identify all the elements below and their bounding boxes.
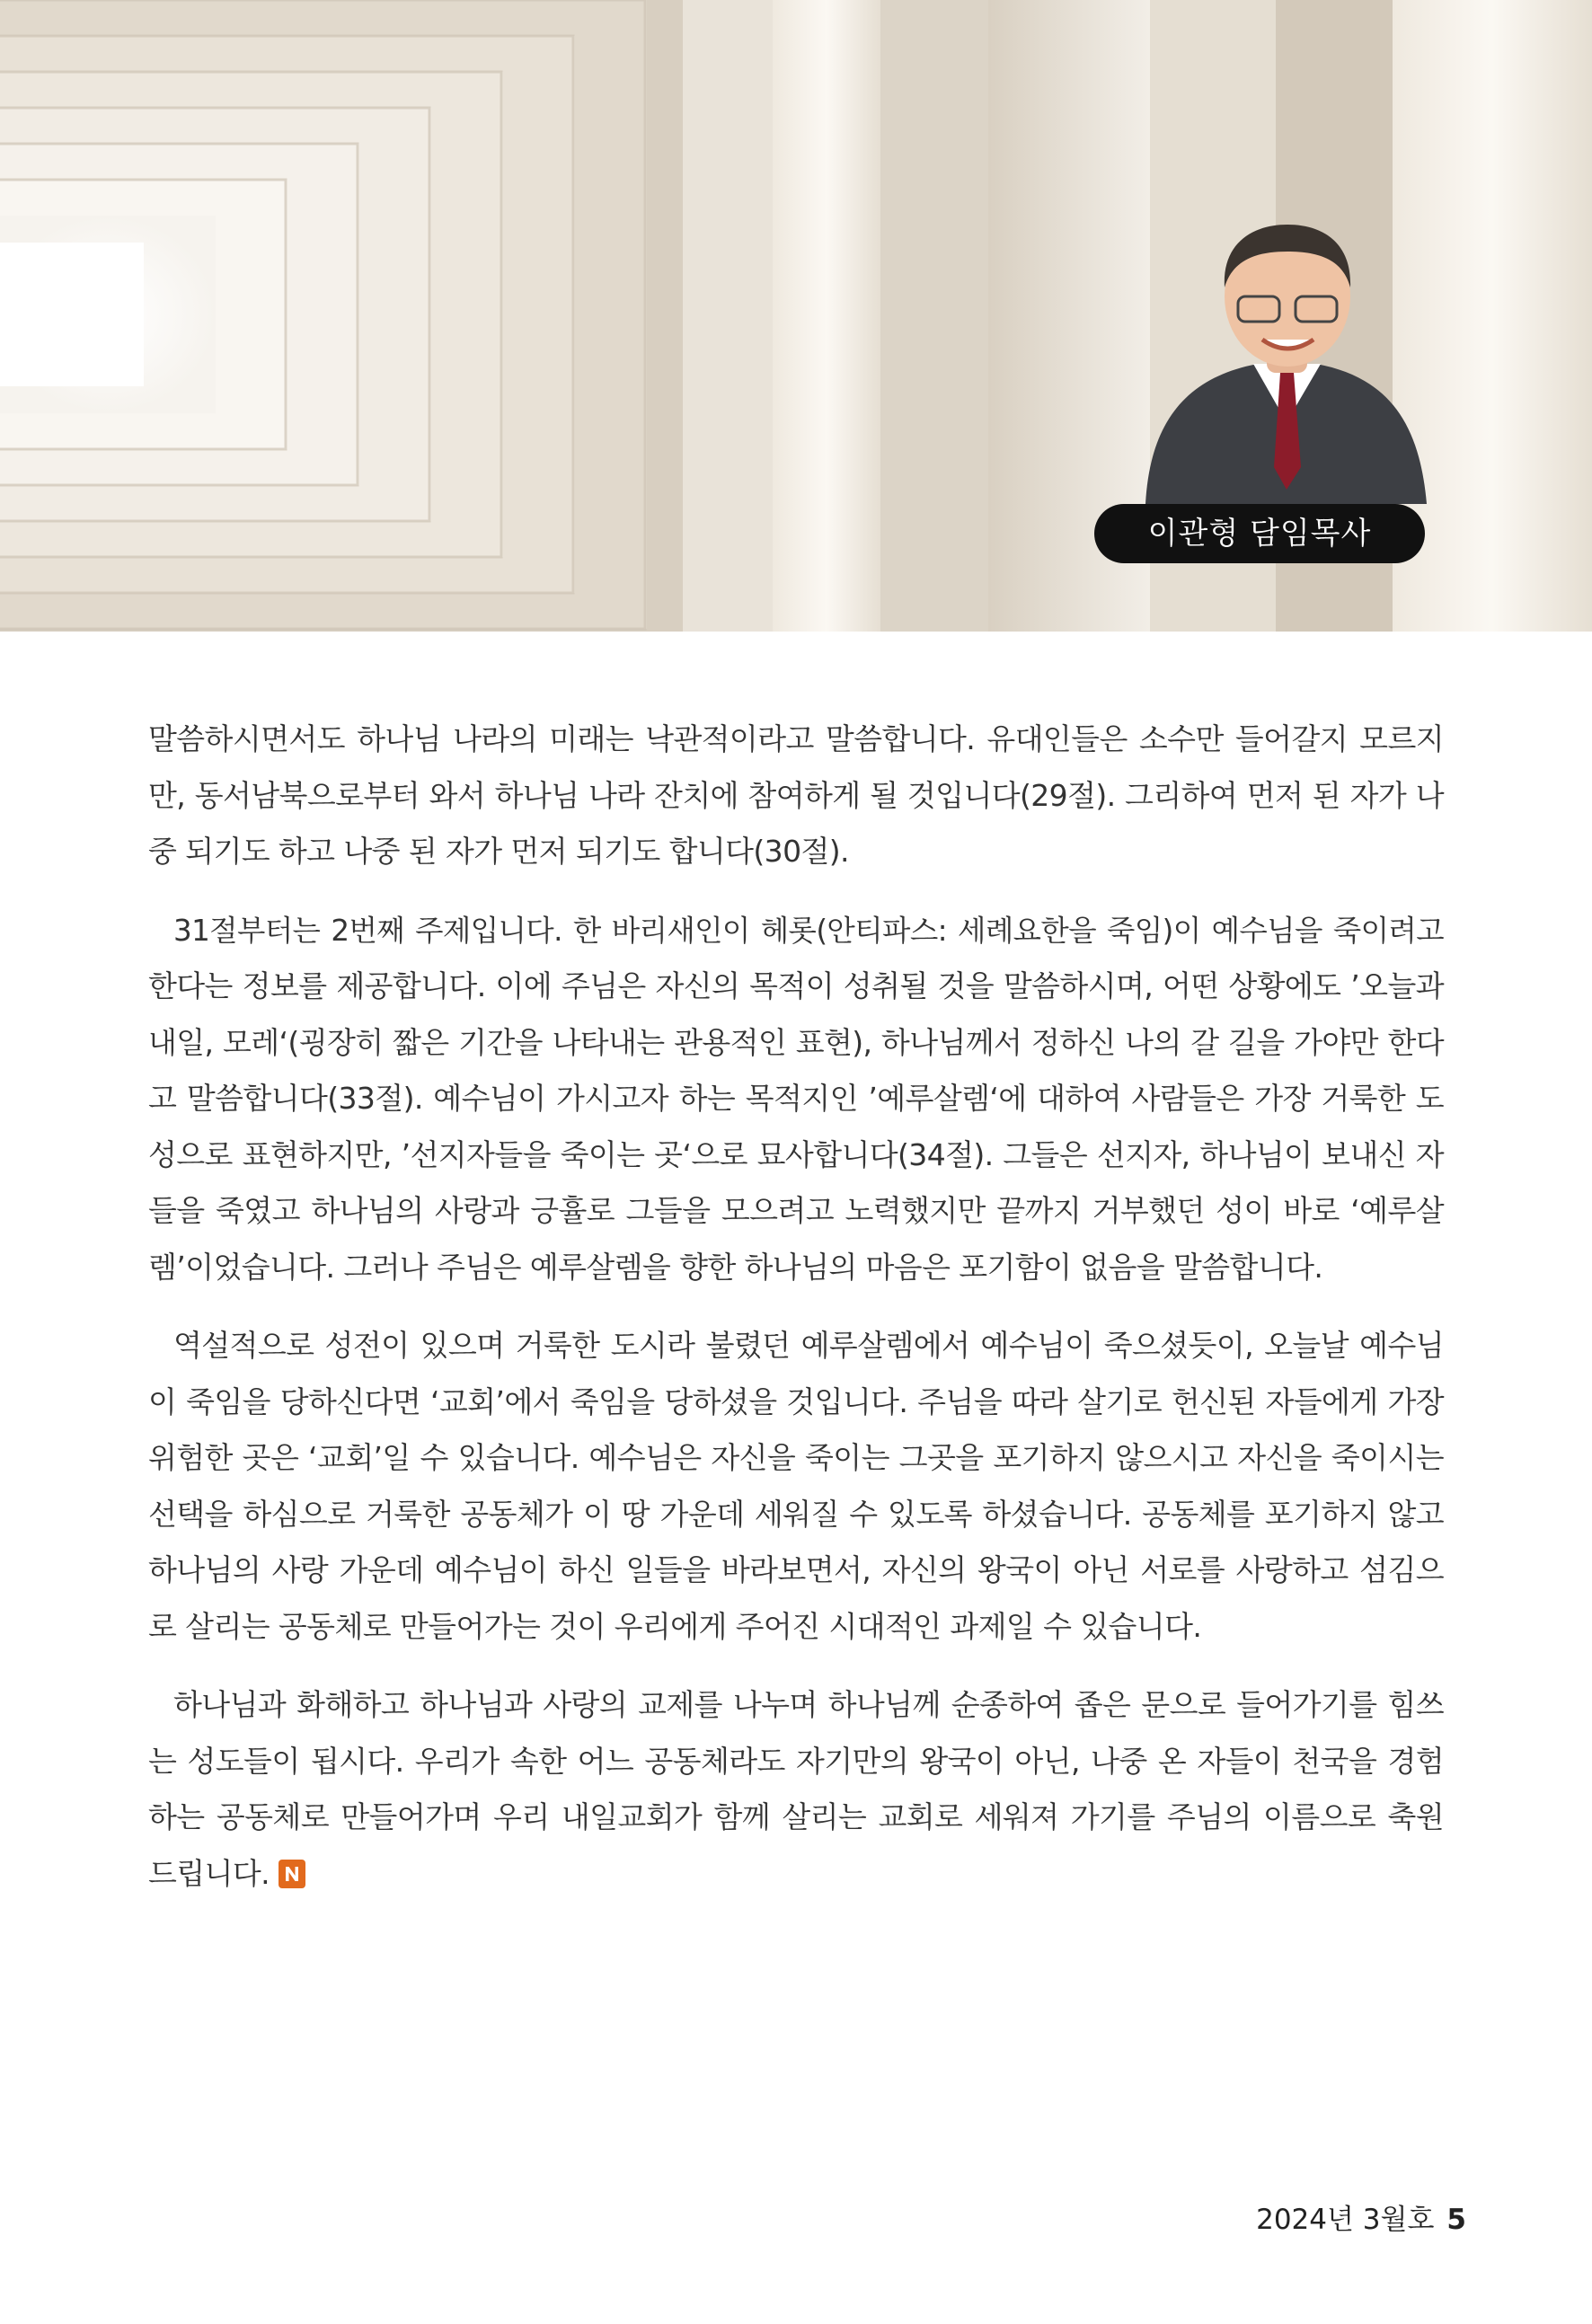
article-body: [148, 711, 1444, 1902]
text-line: 한다는 정보를 제공합니다. 이에 주님은 자신의 목적이 성취될 것을 말씀하시며, 어떤 상황에도 ’오늘과: [148, 968, 1444, 1003]
text-line: 역설적으로 성전이 있으며 거룩한 도시라 불렸던 예루살렘에서 예수님이 죽으셨듯이, 오늘날 예수님: [173, 1328, 1444, 1363]
text-line: 는 성도들이 됩시다. 우리가 속한 어느 공동체라도 자기만의 왕국이 아닌, 나중 온 자들이 천국을 경험: [148, 1743, 1444, 1779]
issue-label: 2024년 3월호: [1256, 2204, 1435, 2236]
text-line: 위험한 곳은 ‘교회’일 수 있습니다. 예수님은 자신을 죽이는 그곳을 포기하지 않으시고 자신을 죽이시는: [148, 1440, 1444, 1475]
text-line: 드립니다.: [148, 1855, 270, 1891]
paragraph-4: [148, 1677, 1444, 1902]
N-logo-icon: [279, 1860, 305, 1888]
text-line: 말씀하시면서도 하나님 나라의 미래는 낙관적이라고 말씀합니다. 유대인들은 소수만 들어갈지 모르지: [148, 721, 1444, 756]
text-line-final: [148, 1846, 1444, 1903]
text-line: 들을 죽였고 하나님의 사랑과 긍휼로 그들을 모으려고 노력했지만 끝까지 거부했던 성이 바로 ‘예루살: [148, 1193, 1444, 1228]
page-footer: [1256, 2196, 1466, 2237]
text-line: 내일, 모레‘(굉장히 짧은 기간을 나타내는 관용적인 표현), 하나님께서 정하신 나의 갈 길을 가야만 한다: [148, 1024, 1444, 1060]
text-line: 하는 공동체로 만들어가며 우리 내일교회가 함께 살리는 교회로 세워져 가기를 주님의 이름으로 축원: [148, 1799, 1444, 1834]
text-line: 중 되기도 하고 나중 된 자가 먼저 되기도 합니다(30절).: [148, 834, 849, 869]
pastor-name-badge: 이관형 담임목사: [1094, 504, 1425, 563]
page-number: 5: [1446, 2204, 1466, 2236]
text-line: 고 말씀합니다(33절). 예수님이 가시고자 하는 목적지인 ’예루살렘‘에 대하여 사람들은 가장 거룩한 도: [148, 1081, 1444, 1116]
paragraph-3: [148, 1318, 1444, 1655]
paragraph-1: [148, 711, 1444, 880]
text-line: 만, 동서남북으로부터 와서 하나님 나라 잔치에 참여하게 될 것입니다(29절). 그리하여 먼저 된 자가 나: [148, 777, 1444, 813]
text-line: 하나님의 사랑 가운데 예수님이 하신 일들을 바라보면서, 자신의 왕국이 아닌 서로를 사랑하고 섬김으: [148, 1552, 1444, 1587]
paragraph-2: [148, 903, 1444, 1296]
text-line: 31절부터는 2번째 주제입니다. 한 바리새인이 헤롯(안티파스: 세례요한을 죽임)이 예수님을 죽이려고: [173, 913, 1444, 948]
header-image: [0, 0, 1592, 632]
text-line: 선택을 하심으로 거룩한 공동체가 이 땅 가운데 세워질 수 있도록 하셨습니다. 공동체를 포기하지 않고: [148, 1496, 1444, 1532]
text-line: 렘’이었습니다. 그러나 주님은 예루살렘을 향한 하나님의 마음은 포기함이 없음을 말씀합니다.: [148, 1249, 1323, 1285]
text-line: 이 죽임을 당하신다면 ‘교회’에서 죽임을 당하셨을 것입니다. 주님을 따라 살기로 헌신된 자들에게 가장: [148, 1383, 1444, 1419]
text-line: 성으로 표현하지만, ’선지자들을 죽이는 곳‘으로 묘사합니다(34절). 그들은 선지자, 하나님이 보내신 자: [148, 1136, 1444, 1172]
text-line: 로 살리는 공동체로 만들어가는 것이 우리에게 주어진 시대적인 과제일 수 있습니다.: [148, 1608, 1202, 1644]
text-line: 하나님과 화해하고 하나님과 사랑의 교제를 나누며 하나님께 순종하여 좁은 문으로 들어가기를 힘쓰: [173, 1687, 1444, 1722]
